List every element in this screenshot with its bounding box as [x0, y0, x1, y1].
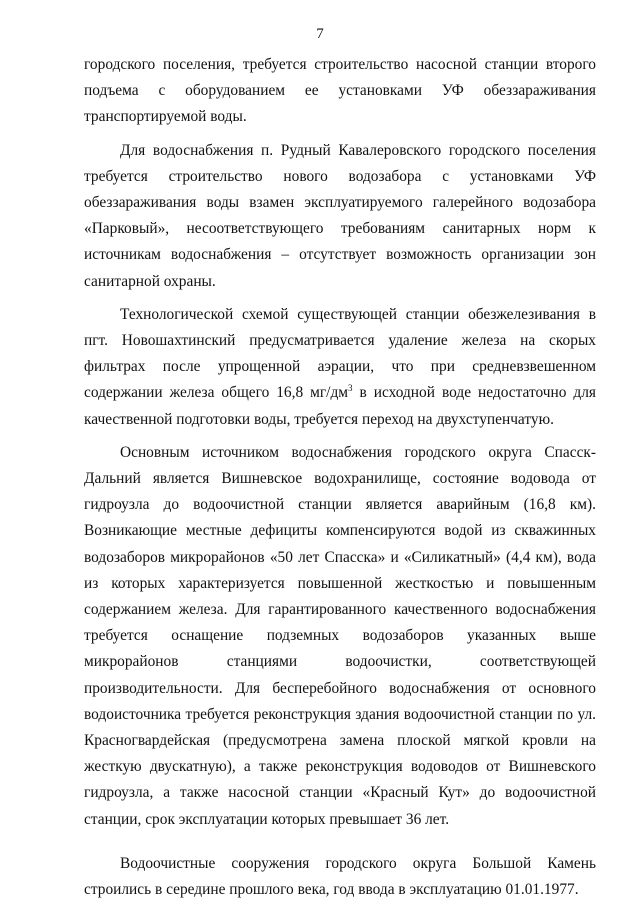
paragraph-spassk-dalny-water-supply: Основным источником водоснабжения городского округа Спасск-Дальний является Вишневское водохранилище, состояние водовода от гидроузла до водоочистной станции является аварийным (16,8 км). Возникающие местные дефициты компенсируются водой из скважинных водозаборов микрорайонов «50 лет Спасска» и «Силикатный» (4,4 км), вода из которых характеризуется повышенной жесткостью и повышенным содержанием железа. Для гарантированного качественного водоснабжения требуется оснащение подземных водозаборов указанных выше микрорайонов станциями водоочистки, соответствующей производительности. Для бесперебойного водоснабжения от основного водоисточника требуется реконструкция здания водоочистной станции по ул. Красногвардейская (предусмотрена замена плоской мягкой кровли на жесткую двускатную), а также реконструкция водоводов от Вишневского гидроузла, а также насосной станции «Красный Кут» до водоочистной станции, срок эксплуатации которых превышает 36 лет. [84, 443, 596, 828]
superscript-cube: 3 [348, 383, 353, 394]
paragraph-text-part: Технологической схемой существующей станции обезжелезивания в пгт. Новошахтинский предусматривается удаление железа на скорых фильтрах после упрощенной аэрации, что при средневзвешенном содержании железа общего 16,8 мг/дм [84, 305, 596, 402]
body-text [84, 52, 596, 903]
paragraph-pump-station: городского поселения, требуется строительство насосной станции второго подъема с оборудованием ее установками УФ обеззараживания транспортируемой воды. [84, 56, 596, 126]
paragraph-novoshakhtinsky-iron-removal [84, 302, 596, 433]
page-number: 7 [316, 26, 324, 42]
paragraph-bolshoy-kamen-treatment: Водоочистные сооружения городского округа Большой Камень строились в середине прошлого века, год ввода в эксплуатацию 01.01.1977. [84, 854, 596, 899]
paragraph-rudny-water-supply: Для водоснабжения п. Рудный Кавалеровского городского поселения требуется строительство нового водозабора с установками УФ обеззараживания воды взамен эксплуатируемого галерейного водозабора «Парковый», несоответствующего требованиям санитарных норм к источникам водоснабжения – отсутствует возможность организации зон санитарной охраны. [84, 141, 596, 290]
paragraph-text-part: в исходной воде недостаточно для качественной подготовки воды, требуется переход на двухступенчатую. [84, 384, 597, 428]
